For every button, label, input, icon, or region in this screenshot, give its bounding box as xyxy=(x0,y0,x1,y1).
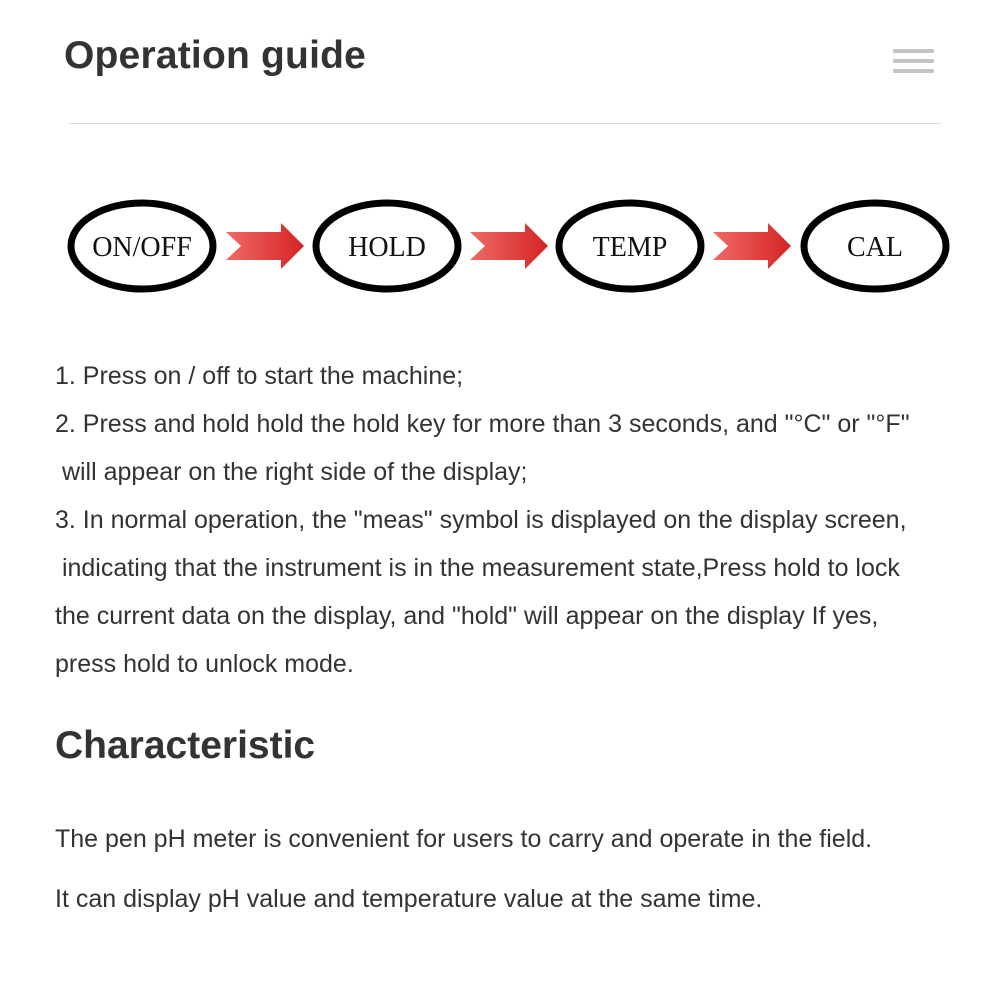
step-hold xyxy=(316,203,458,289)
characteristic-title: Characteristic xyxy=(55,724,316,767)
step-on-off xyxy=(71,203,213,289)
menu-bar xyxy=(893,59,934,63)
instruction-line: 2. Press and hold hold the hold key for more than 3 seconds, and "°C" or "°F" xyxy=(55,410,910,438)
operation-flow-diagram xyxy=(0,195,1000,297)
instructions-list xyxy=(55,352,980,688)
page-title: Operation guide xyxy=(64,34,367,77)
step-cal xyxy=(804,203,946,289)
step-label: ON/OFF xyxy=(92,232,192,263)
instruction-line: 3. In normal operation, the "meas" symbol is displayed on the display screen, xyxy=(55,506,907,534)
instruction-line: press hold to unlock mode. xyxy=(55,650,354,678)
step-temp xyxy=(559,203,701,289)
step-label: TEMP xyxy=(592,232,668,263)
instruction-line: indicating that the instrument is in the measurement state,Press hold to lock xyxy=(55,554,900,582)
characteristic-paragraph: The pen pH meter is convenient for users to carry and operate in the field. xyxy=(55,825,873,853)
characteristic-paragraph: It can display pH value and temperature value at the same time. xyxy=(55,885,763,913)
instruction-line: will appear on the right side of the display; xyxy=(55,458,528,486)
right-arrow-icon xyxy=(470,223,548,269)
menu-bar xyxy=(893,69,934,73)
hamburger-menu-icon[interactable] xyxy=(893,49,935,75)
instruction-line: 1. Press on / off to start the machine; xyxy=(55,362,464,390)
header-divider xyxy=(69,123,941,124)
instruction-line: the current data on the display, and "hold" will appear on the display If yes, xyxy=(55,602,879,630)
step-label: HOLD xyxy=(348,232,426,263)
right-arrow-icon xyxy=(713,223,791,269)
flow-svg xyxy=(0,195,1000,297)
step-label: CAL xyxy=(847,232,903,263)
menu-bar xyxy=(893,49,934,53)
right-arrow-icon xyxy=(226,223,304,269)
